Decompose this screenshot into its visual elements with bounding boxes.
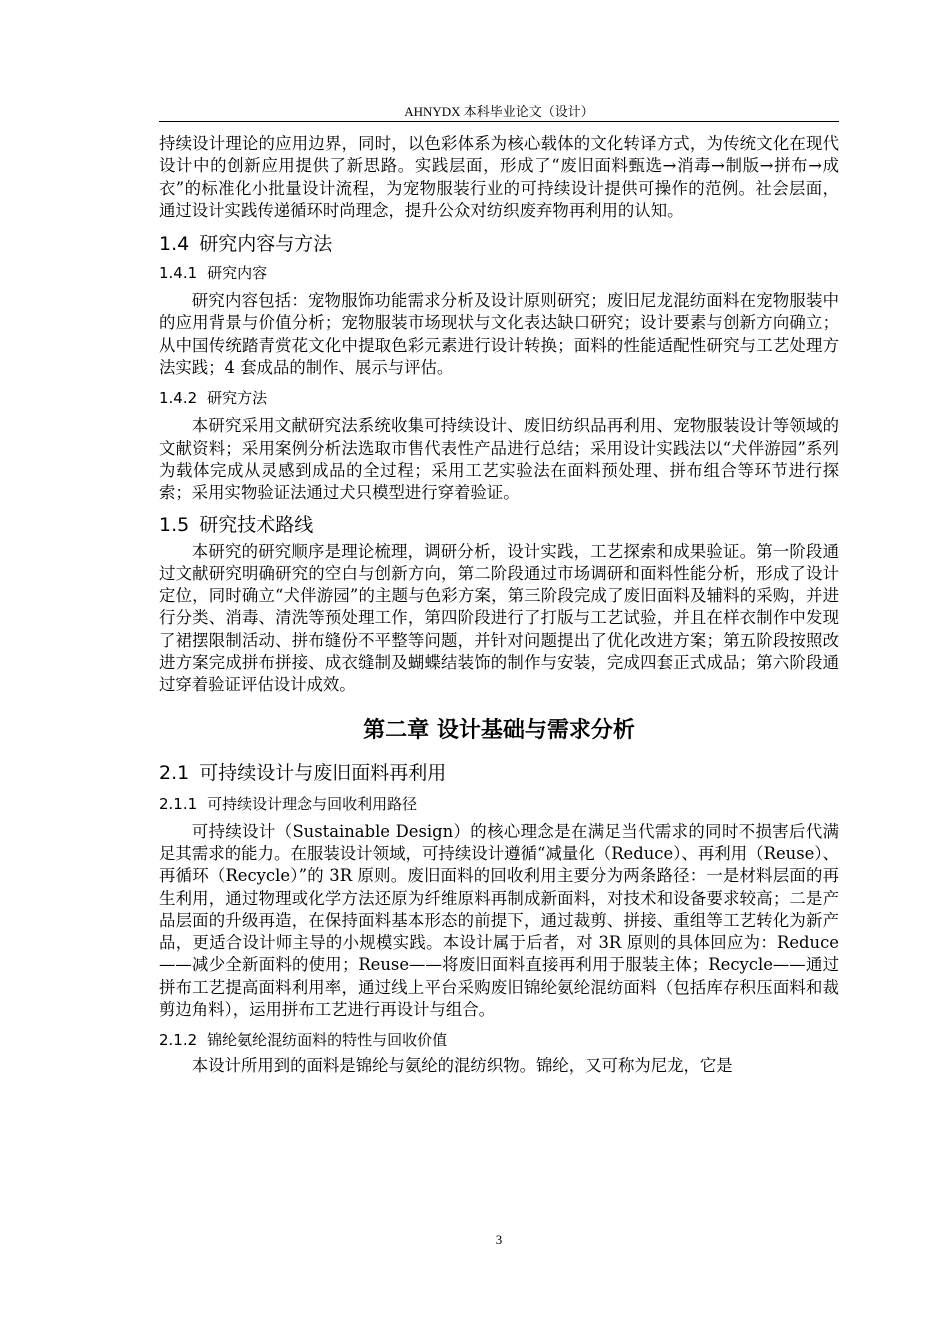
section-number: 1.4: [159, 233, 190, 256]
subsection-number: 2.1.1: [159, 794, 198, 813]
header-rule: [159, 121, 839, 122]
paragraph-intro: 持续设计理论的应用边界，同时，以色彩体系为核心载体的文化转译方式，为传统文化在现代设计中的创新应用提供了新思路。实践层面，形成了“废旧面料甄选→消毒→制版→拼布→成衣”的标准化小批量设计流程，为宠物服装行业的可持续设计提供可操作的范例。社会层面，通过设计实践传递循环时尚理念，提升公众对纺织废弃物再利用的认知。: [159, 134, 839, 220]
subsection-heading-2-1-1: [159, 793, 839, 815]
section-number: 2.1: [159, 761, 190, 784]
subsection-number: 1.4.2: [159, 389, 198, 408]
chapter-title: 第二章 设计基础与需求分析: [363, 717, 635, 743]
subsection-title: 研究方法: [207, 389, 268, 408]
subsection-title: 锦纶氨纶混纺面料的特性与回收价值: [207, 1031, 448, 1050]
document-body: [159, 133, 839, 1078]
subsection-heading-2-1-2: [159, 1029, 839, 1051]
running-header: AHNYDX 本科毕业论文（设计）: [404, 104, 594, 119]
page-number: 3: [495, 1232, 503, 1247]
subsection-title: 研究内容: [207, 264, 268, 283]
subsection-heading-1-4-2: [159, 387, 839, 409]
paragraph-technical-route: 本研究的研究顺序是理论梳理，调研分析，设计实践，工艺探索和成果验证。第一阶段通过文献研究明确研究的空白与创新方向，第二阶段通过市场调研和面料性能分析，形成了设计定位，同时确立“犬伴游园”的主题与色彩方案，第三阶段完成了废旧面料及辅料的采购，并进行分类、消毒、清洗等预处理工作，第四阶段进行了打版与工艺试验，并且在样衣制作中发现了裙摆限制活动、拼布缝份不平整等问题，并针对问题提出了优化改进方案；第五阶段按照改进方案完成拼布拼接、成衣缝制及蝴蝶结装饰的制作与安装，完成四套正式成品；第六阶段通过穿着验证评估设计成效。: [159, 541, 839, 695]
subsection-heading-1-4-1: [159, 262, 839, 284]
section-title: 研究内容与方法: [199, 233, 333, 256]
section-number: 1.5: [159, 513, 190, 536]
section-heading-1-4: [159, 230, 839, 258]
section-heading-2-1: [159, 759, 839, 787]
paragraph-sustainable-design: 可持续设计（Sustainable Design）的核心理念是在满足当代需求的同时不损害后代满足其需求的能力。在服装设计领域，可持续设计遵循“减量化（Reduce）、再利用（Reuse）、再循环（Recycle）”的 3R 原则。废旧面料的回收利用主要分为两条路径：一是材料层面的再生利用，通过物理或化学方法还原为纤维原料再制成新面料，对技术和设备要求较高；二是产品层面的升级再造，在保持面料基本形态的前提下，通过裁剪、拼接、重组等工艺转化为新产品，更适合设计师主导的小规模实践。本设计属于后者，对 3R 原则的具体回应为：Reduce——减少全新面料的使用；Reuse——将废旧面料直接再利用于服装主体；Recycle——通过拼布工艺提高面料利用率，通过线上平台采购废旧锦纶氨纶混纺面料（包括库存积压面料和裁剪边角料），运用拼布工艺进行再设计与组合。: [159, 821, 839, 1020]
paragraph-research-content: 研究内容包括：宠物服饰功能需求分析及设计原则研究；废旧尼龙混纺面料在宠物服装中的应用背景与价值分析；宠物服装市场现状与文化表达缺口研究；设计要素与创新方向确立；从中国传统踏青赏花文化中提取色彩元素进行设计转换；面料的性能适配性研究与工艺处理方法实践；4 套成品的制作、展示与评估。: [159, 291, 839, 378]
section-heading-1-5: [159, 511, 839, 539]
paragraph-fabric-properties: 本设计所用到的面料是锦纶与氨纶的混纺织物。锦纶，又可称为尼龙，它是: [191, 1056, 733, 1076]
section-title: 研究技术路线: [199, 513, 314, 536]
paragraph-research-methods: 本研究采用文献研究法系统收集可持续设计、废旧纺织品再利用、宠物服装设计等领域的文献资料；采用案例分析法选取市售代表性产品进行总结；采用设计实践法以“犬伴游园”系列为载体完成从灵感到成品的全过程；采用工艺实验法在面料预处理、拼布组合等环节进行探索；采用实物验证法通过犬只模型进行穿着验证。: [159, 416, 839, 503]
subsection-number: 1.4.1: [159, 264, 198, 283]
subsection-number: 2.1.2: [159, 1031, 198, 1050]
subsection-title: 可持续设计理念与回收利用路径: [207, 794, 418, 813]
section-title: 可持续设计与废旧面料再利用: [199, 761, 447, 784]
